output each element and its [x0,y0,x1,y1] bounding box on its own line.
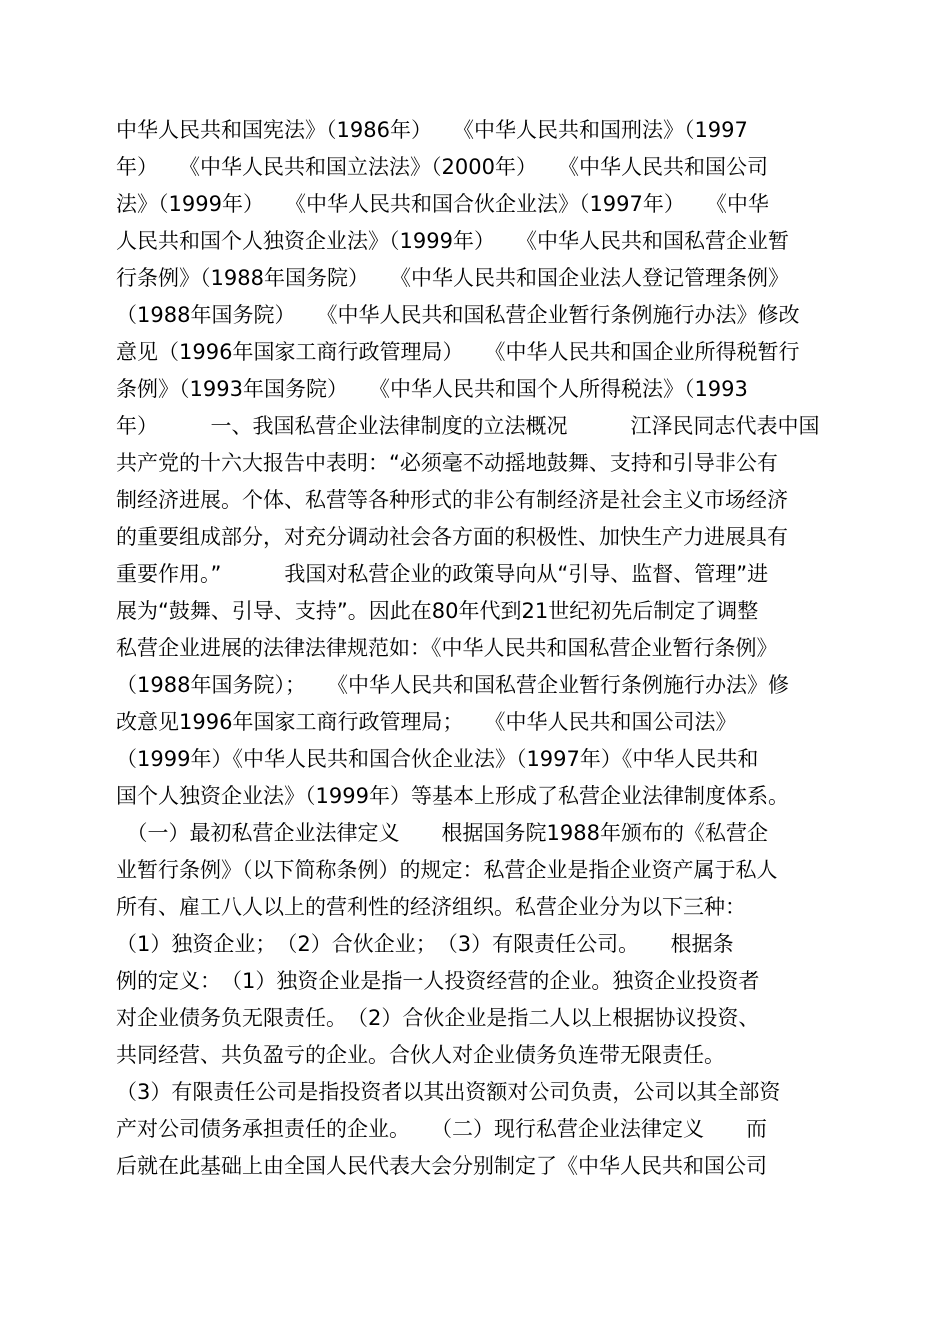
text-line: 私营企业进展的法律法律规范如：《中华人民共和国私营企业暂行条例》 [116,636,778,660]
text-line: 后就在此基础上由全国人民代表大会分别制定了《中华人民共和国公司 [116,1154,767,1178]
text-line: 国个人独资企业法》（1999年）等基本上形成了私营企业法律制度体系。 [116,784,789,808]
text-line: （1999年）《中华人民共和国合伙企业法》（1997年）《中华人民共和 [116,747,759,771]
text-line: （1988年国务院） 《中华人民共和国私营企业暂行条例施行办法》修改 [116,303,800,327]
text-line: 的重要组成部分，对充分调动社会各方面的积极性、加快生产力进展具有 [116,525,788,549]
text-line: 共产党的十六大报告中表明：“必须毫不动摇地鼓舞、支持和引导非公有 [116,451,778,475]
text-line: （一）最初私营企业法律定义 根据国务院1988年颁布的《私营企 [116,821,768,845]
text-line: 行条例》（1988年国务院） 《中华人民共和国企业法人登记管理条例》 [116,266,789,290]
text-line: 共同经营、共负盈亏的企业。合伙人对企业债务负连带无限责任。 [116,1043,725,1067]
text-line: 意见（1996年国家工商行政管理局） 《中华人民共和国企业所得税暂行 [116,340,800,364]
text-line: （1988年国务院）； 《中华人民共和国私营企业暂行条例施行办法》修 [116,673,789,697]
text-line: 年） 一、我国私营企业法律制度的立法概况 江泽民同志代表中国 [116,414,820,438]
text-line: 例的定义： （1）独资企业是指一人投资经营的企业。独资企业投资者 [116,969,760,993]
text-line: 产对公司债务承担责任的企业。 （二）现行私营企业法律定义 而 [116,1117,767,1141]
text-line: 年） 《中华人民共和国立法法》（2000年） 《中华人民共和国公司 [116,155,768,179]
text-line: 展为“鼓舞、引导、支持”。因此在80年代到21世纪初先后制定了调整 [116,599,759,623]
text-line: 对企业债务负无限责任。 （2）合伙企业是指二人以上根据协议投资、 [116,1006,760,1030]
text-line: 业暂行条例》（以下简称条例）的规定：私营企业是指企业资产属于私人 [116,858,778,882]
text-line: （3）有限责任公司是指投资者以其出资额对公司负责，公司以其全部资 [116,1080,781,1104]
text-line: 法》（1999年） 《中华人民共和国合伙企业法》（1997年） 《中华 [116,192,769,216]
text-line: 制经济进展。个体、私营等各种形式的非公有制经济是社会主义市场经济 [116,488,788,512]
text-line: （1）独资企业； （2）合伙企业； （3）有限责任公司。 根据条 [116,932,734,956]
text-line: 条例》（1993年国务院） 《中华人民共和国个人所得税法》（1993 [116,377,748,401]
text-line: 所有、雇工八人以上的营利性的经济组织。私营企业分为以下三种： [116,895,746,919]
text-line: 人民共和国个人独资企业法》（1999年） 《中华人民共和国私营企业暂 [116,229,789,253]
text-line: 中华人民共和国宪法》（1986年） 《中华人民共和国刑法》（1997 [116,118,748,142]
text-line: 改意见1996年国家工商行政管理局； 《中华人民共和国公司法》 [116,710,737,734]
text-line: 重要作用。” 我国对私营企业的政策导向从“引导、监督、管理”进 [116,562,769,586]
